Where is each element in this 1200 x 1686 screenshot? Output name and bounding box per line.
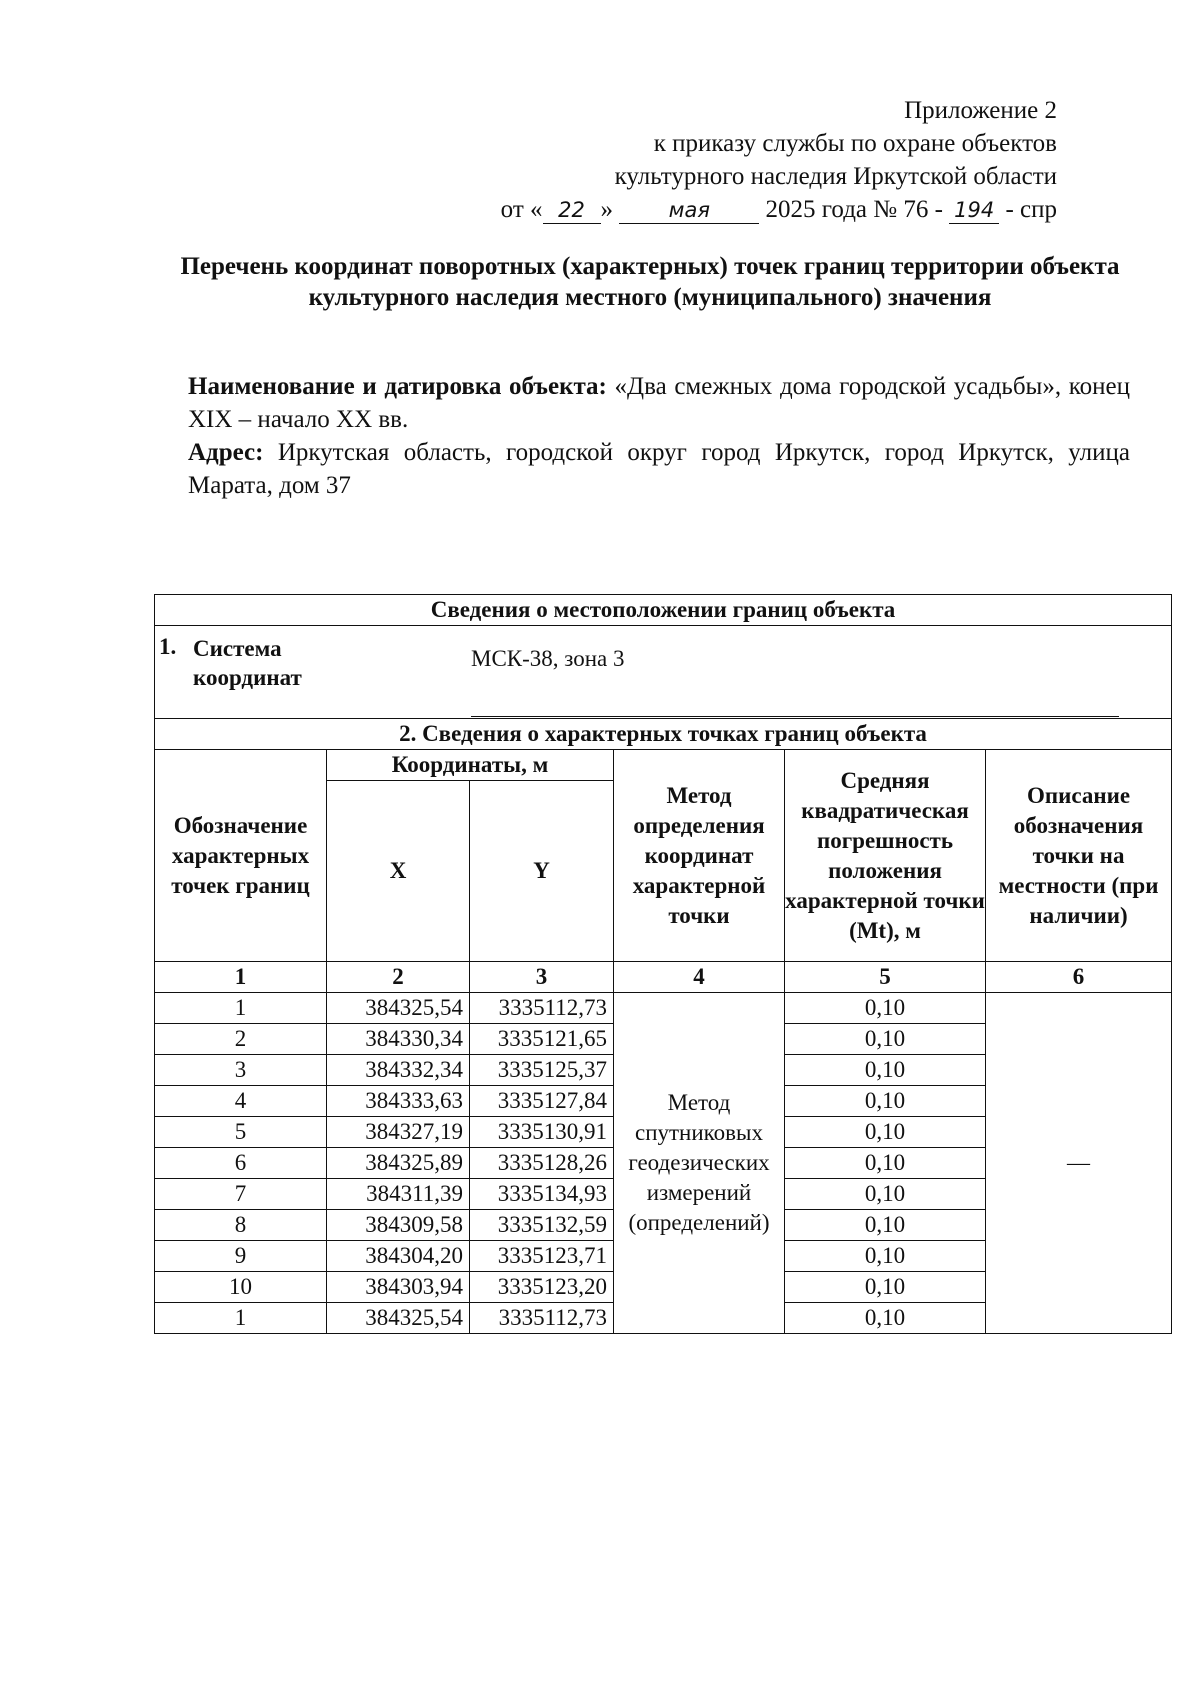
object-name-paragraph xyxy=(188,370,1130,436)
error-cell: 0,10 xyxy=(785,1303,986,1334)
object-address-label: Адрес: xyxy=(188,439,264,466)
order-month-handwritten: мая xyxy=(619,197,759,224)
appendix-header xyxy=(501,94,1057,226)
x-cell: 384333,63 xyxy=(327,1086,470,1117)
x-cell: 384325,54 xyxy=(327,993,470,1024)
description-cell: — xyxy=(986,993,1172,1334)
table-row xyxy=(155,993,1172,1024)
appendix-number: Приложение 2 xyxy=(904,97,1057,124)
error-cell: 0,10 xyxy=(785,1241,986,1272)
order-prefix: от « xyxy=(500,196,543,223)
y-cell: 3335121,65 xyxy=(470,1024,614,1055)
point-cell: 5 xyxy=(155,1117,327,1148)
order-quote-close: » xyxy=(600,196,614,223)
point-cell: 4 xyxy=(155,1086,327,1117)
y-cell: 3335130,91 xyxy=(470,1117,614,1148)
x-cell: 384311,39 xyxy=(327,1179,470,1210)
column-number: 6 xyxy=(986,962,1172,993)
header-error: Средняя квадратическая погрешность положения характерной точки (Mt), м xyxy=(785,750,986,962)
point-cell: 6 xyxy=(155,1148,327,1179)
object-address-paragraph xyxy=(188,436,1130,502)
error-cell: 0,10 xyxy=(785,1272,986,1303)
x-cell: 384325,89 xyxy=(327,1148,470,1179)
column-number: 4 xyxy=(614,962,785,993)
column-number: 5 xyxy=(785,962,986,993)
x-cell: 384325,54 xyxy=(327,1303,470,1334)
error-cell: 0,10 xyxy=(785,1210,986,1241)
header-designation: Обозначение характерных точек границ xyxy=(155,750,327,962)
point-cell: 3 xyxy=(155,1055,327,1086)
x-cell: 384303,94 xyxy=(327,1272,470,1303)
header-method: Метод определения координат характерной точки xyxy=(614,750,785,962)
x-cell: 384332,34 xyxy=(327,1055,470,1086)
header-x: X xyxy=(327,781,470,962)
object-info xyxy=(188,370,1130,502)
y-cell: 3335127,84 xyxy=(470,1086,614,1117)
document-title: Перечень координат поворотных (характерных) точек границ территории объекта культурного наследия местного (муниципального) значения xyxy=(180,253,1120,311)
point-cell: 9 xyxy=(155,1241,327,1272)
order-number-handwritten: 194 xyxy=(949,197,999,224)
object-name-label: Наименование и датировка объекта: xyxy=(188,373,607,400)
section-title: Сведения о местоположении границ объекта xyxy=(155,595,1172,626)
points-section-title: 2. Сведения о характерных точках границ объекта xyxy=(155,719,1172,750)
x-cell: 384309,58 xyxy=(327,1210,470,1241)
y-cell: 3335112,73 xyxy=(470,1303,614,1334)
object-name-value: «Два смежных дома городской усадьбы», конец XIX – начало XX вв. xyxy=(188,373,1130,433)
x-cell: 384304,20 xyxy=(327,1241,470,1272)
y-cell: 3335123,71 xyxy=(470,1241,614,1272)
error-cell: 0,10 xyxy=(785,993,986,1024)
point-cell: 2 xyxy=(155,1024,327,1055)
header-y: Y xyxy=(470,781,614,962)
header-coordinates: Координаты, м xyxy=(327,750,614,781)
error-cell: 0,10 xyxy=(785,1179,986,1210)
coordinate-system-number: 1. xyxy=(159,634,177,659)
order-date-line xyxy=(501,193,1057,226)
coordinates-table xyxy=(154,594,1172,1334)
point-cell: 1 xyxy=(155,1303,327,1334)
point-cell: 8 xyxy=(155,1210,327,1241)
method-cell: Метод спутниковых геодезических измерений (определений) xyxy=(614,993,785,1334)
point-cell: 10 xyxy=(155,1272,327,1303)
error-cell: 0,10 xyxy=(785,1086,986,1117)
order-day-handwritten: 22 xyxy=(543,197,601,224)
column-number: 3 xyxy=(470,962,614,993)
order-suffix: - спр xyxy=(1005,196,1057,223)
coordinate-system-value: МСК-38, зона 3 xyxy=(471,646,625,671)
y-cell: 3335123,20 xyxy=(470,1272,614,1303)
appendix-order-ref: к приказу службы по охране объектов xyxy=(653,130,1057,157)
y-cell: 3335128,26 xyxy=(470,1148,614,1179)
point-cell: 7 xyxy=(155,1179,327,1210)
order-year: 2025 года № 76 - xyxy=(765,196,943,223)
column-number: 2 xyxy=(327,962,470,993)
error-cell: 0,10 xyxy=(785,1024,986,1055)
header-description: Описание обозначения точки на местности (при наличии) xyxy=(986,750,1172,962)
column-number: 1 xyxy=(155,962,327,993)
coordinate-system-cell xyxy=(155,626,1172,719)
y-cell: 3335134,93 xyxy=(470,1179,614,1210)
coordinate-system-label: Система координат xyxy=(193,636,302,690)
x-cell: 384327,19 xyxy=(327,1117,470,1148)
appendix-authority: культурного наследия Иркутской области xyxy=(614,163,1057,190)
coordinate-system-underline xyxy=(471,716,1119,717)
point-cell: 1 xyxy=(155,993,327,1024)
y-cell: 3335132,59 xyxy=(470,1210,614,1241)
error-cell: 0,10 xyxy=(785,1148,986,1179)
object-address-value: Иркутская область, городской округ город Иркутск, город Иркутск, улица Марата, дом 37 xyxy=(188,439,1130,499)
y-cell: 3335112,73 xyxy=(470,993,614,1024)
x-cell: 384330,34 xyxy=(327,1024,470,1055)
error-cell: 0,10 xyxy=(785,1055,986,1086)
error-cell: 0,10 xyxy=(785,1117,986,1148)
y-cell: 3335125,37 xyxy=(470,1055,614,1086)
